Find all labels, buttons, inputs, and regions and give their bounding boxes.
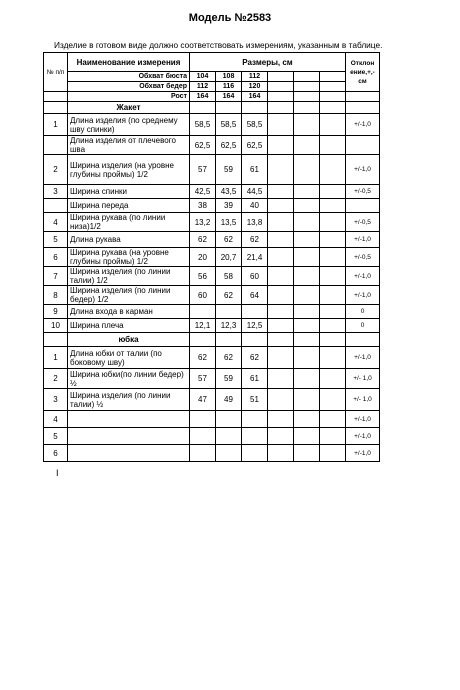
jacket-row-size-2 [216, 305, 242, 319]
empty-cell [268, 155, 294, 185]
skirt-row-size-3 [242, 445, 268, 462]
empty-cell [268, 319, 294, 333]
jacket-row-tolerance: 0 [346, 305, 380, 319]
empty-cell [268, 199, 294, 213]
empty-cell [320, 411, 346, 428]
jacket-row-size-1: 57 [190, 155, 216, 185]
skirt-row-number: 4 [44, 411, 68, 428]
empty-cell [294, 347, 320, 369]
jacket-row-name: Ширина переда [68, 199, 190, 213]
skirt-row-tolerance: +/-1,0 [346, 347, 380, 369]
jacket-row-size-3: 21,4 [242, 248, 268, 267]
empty-cell [294, 267, 320, 286]
jacket-row-size-3: 13,8 [242, 213, 268, 232]
empty-cell [320, 347, 346, 369]
empty-cell [294, 213, 320, 232]
table-row [44, 232, 380, 248]
table-row [44, 136, 380, 155]
empty-cell [294, 248, 320, 267]
skirt-row-size-1 [190, 428, 216, 445]
table-row [44, 347, 380, 369]
empty-cell [320, 185, 346, 199]
jacket-row-tolerance: +/-0,5 [346, 185, 380, 199]
bust-size-1: 104 [190, 72, 216, 82]
skirt-row-name [68, 445, 190, 462]
skirt-row-size-3: 51 [242, 389, 268, 411]
height-size-2: 164 [216, 92, 242, 102]
skirt-row-size-3: 62 [242, 347, 268, 369]
empty-cell [268, 185, 294, 199]
table-row [44, 267, 380, 286]
empty-cell [268, 136, 294, 155]
hip-size-3: 120 [242, 82, 268, 92]
jacket-row-tolerance: +/-1,0 [346, 114, 380, 136]
empty-cell [294, 185, 320, 199]
jacket-row-name: Ширина плеча [68, 319, 190, 333]
empty-cell [268, 428, 294, 445]
jacket-row-name: Длина изделия (по среднему шву спинки) [68, 114, 190, 136]
jacket-row-tolerance [346, 199, 380, 213]
skirt-row-number: 3 [44, 389, 68, 411]
skirt-row-tolerance: +/-1,0 [346, 445, 380, 462]
empty-cell [294, 411, 320, 428]
header-tolerance: Отклон ение,+,- см [346, 53, 380, 92]
jacket-row-number [44, 136, 68, 155]
jacket-row-size-3: 62,5 [242, 136, 268, 155]
intro-note: Изделие в готовом виде должно соответствовать измерениям, указанным в таблице. [54, 40, 383, 50]
table-row [44, 155, 380, 185]
empty-cell [268, 267, 294, 286]
jacket-row-size-1 [190, 305, 216, 319]
jacket-row-tolerance: +/-0,5 [346, 248, 380, 267]
empty-cell [268, 114, 294, 136]
table-row [44, 369, 380, 389]
jacket-row-name: Длина входа в карман [68, 305, 190, 319]
empty-cell [320, 445, 346, 462]
empty-cell [268, 411, 294, 428]
jacket-row-size-2: 12,3 [216, 319, 242, 333]
jacket-row-name: Ширина изделия (по линии бедер) 1/2 [68, 286, 190, 305]
table-row [44, 445, 380, 462]
jacket-row-size-3: 12,5 [242, 319, 268, 333]
bust-size-3: 112 [242, 72, 268, 82]
skirt-row-size-2: 49 [216, 389, 242, 411]
jacket-row-size-1: 12,1 [190, 319, 216, 333]
jacket-row-size-2: 13,5 [216, 213, 242, 232]
empty-cell [320, 114, 346, 136]
skirt-row-tolerance: +/- 1,0 [346, 369, 380, 389]
skirt-row-size-2 [216, 428, 242, 445]
measurements-table [43, 52, 380, 462]
empty-cell [268, 369, 294, 389]
skirt-row-size-2: 59 [216, 369, 242, 389]
jacket-row-name: Ширина изделия (по линии талии) 1/2 [68, 267, 190, 286]
table-row [44, 411, 380, 428]
footer-mark: I [56, 468, 59, 478]
table-row [44, 428, 380, 445]
empty-cell [294, 445, 320, 462]
skirt-row-size-3 [242, 411, 268, 428]
height-label: Рост [68, 92, 190, 102]
skirt-row-size-2 [216, 411, 242, 428]
table-row [44, 248, 380, 267]
empty-cell [294, 319, 320, 333]
empty-cell [320, 305, 346, 319]
height-size-1: 164 [190, 92, 216, 102]
jacket-row-size-2: 39 [216, 199, 242, 213]
jacket-row-size-1: 60 [190, 286, 216, 305]
jacket-row-size-3: 60 [242, 267, 268, 286]
empty-cell [294, 369, 320, 389]
jacket-row-number: 9 [44, 305, 68, 319]
jacket-row-name: Ширина изделия (на уровне глубины проймы) 1/2 [68, 155, 190, 185]
empty-cell [294, 114, 320, 136]
jacket-row-size-3 [242, 305, 268, 319]
empty-cell [268, 248, 294, 267]
skirt-row-tolerance: +/- 1,0 [346, 389, 380, 411]
page-title: Модель №2583 [188, 12, 272, 24]
jacket-row-size-2: 20,7 [216, 248, 242, 267]
empty-cell [268, 305, 294, 319]
jacket-row-size-1: 56 [190, 267, 216, 286]
skirt-row-tolerance: +/-1,0 [346, 411, 380, 428]
jacket-row-size-2: 59 [216, 155, 242, 185]
header-name: Наименование измерения [68, 53, 190, 72]
jacket-row-tolerance [346, 136, 380, 155]
jacket-row-size-2: 58,5 [216, 114, 242, 136]
table-row [44, 319, 380, 333]
empty-cell [294, 136, 320, 155]
empty-cell [320, 232, 346, 248]
empty-cell [268, 389, 294, 411]
skirt-row-number: 2 [44, 369, 68, 389]
skirt-row-number: 6 [44, 445, 68, 462]
jacket-row-size-2: 62,5 [216, 136, 242, 155]
hip-size-1: 112 [190, 82, 216, 92]
jacket-row-size-1: 62 [190, 232, 216, 248]
empty-cell [320, 319, 346, 333]
skirt-row-name [68, 411, 190, 428]
skirt-row-name: Ширина юбки(по линии бедер) ½ [68, 369, 190, 389]
table-row [44, 305, 380, 319]
table-row [44, 185, 380, 199]
jacket-row-tolerance: +/-1,0 [346, 286, 380, 305]
table-row [44, 389, 380, 411]
skirt-row-number: 5 [44, 428, 68, 445]
jacket-row-tolerance: +/-0,5 [346, 213, 380, 232]
height-size-3: 164 [242, 92, 268, 102]
jacket-row-size-1: 62,5 [190, 136, 216, 155]
jacket-row-number: 2 [44, 155, 68, 185]
skirt-row-size-3 [242, 428, 268, 445]
hip-size-2: 116 [216, 82, 242, 92]
jacket-row-size-3: 40 [242, 199, 268, 213]
jacket-row-name: Ширина рукава (на уровне глубины проймы) 1/2 [68, 248, 190, 267]
skirt-row-size-1: 47 [190, 389, 216, 411]
jacket-row-number: 4 [44, 213, 68, 232]
jacket-row-tolerance: 0 [346, 319, 380, 333]
table-row [44, 286, 380, 305]
empty-cell [320, 286, 346, 305]
header-sizes: Размеры, см [190, 53, 346, 72]
jacket-row-size-3: 64 [242, 286, 268, 305]
table-row [44, 114, 380, 136]
jacket-row-tolerance: +/-1,0 [346, 155, 380, 185]
jacket-row-number: 7 [44, 267, 68, 286]
jacket-row-size-2: 43,5 [216, 185, 242, 199]
empty-cell [268, 445, 294, 462]
jacket-section-row [44, 102, 380, 114]
empty-cell [320, 199, 346, 213]
jacket-row-number: 6 [44, 248, 68, 267]
jacket-row-size-1: 13,2 [190, 213, 216, 232]
skirt-row-size-1 [190, 411, 216, 428]
empty-cell [294, 305, 320, 319]
jacket-row-size-1: 42,5 [190, 185, 216, 199]
jacket-row-name: Длина рукава [68, 232, 190, 248]
empty-cell [294, 232, 320, 248]
jacket-row-tolerance: +/-1,0 [346, 232, 380, 248]
jacket-row-number: 8 [44, 286, 68, 305]
empty-cell [320, 155, 346, 185]
table-row [44, 213, 380, 232]
empty-cell [268, 213, 294, 232]
jacket-row-name: Ширина спинки [68, 185, 190, 199]
hip-label: Обхват бедер [68, 82, 190, 92]
jacket-section-title: Жакет [68, 102, 190, 114]
jacket-row-size-3: 58,5 [242, 114, 268, 136]
skirt-row-tolerance: +/-1,0 [346, 428, 380, 445]
jacket-row-size-2: 58 [216, 267, 242, 286]
jacket-row-size-1: 20 [190, 248, 216, 267]
jacket-row-size-1: 38 [190, 199, 216, 213]
jacket-row-size-3: 44,5 [242, 185, 268, 199]
bust-size-2: 108 [216, 72, 242, 82]
jacket-row-size-2: 62 [216, 232, 242, 248]
skirt-row-size-2 [216, 445, 242, 462]
skirt-row-size-3: 61 [242, 369, 268, 389]
empty-cell [294, 286, 320, 305]
empty-cell [294, 428, 320, 445]
header-num: № п/п [44, 53, 68, 92]
empty-cell [294, 155, 320, 185]
skirt-row-size-2: 62 [216, 347, 242, 369]
jacket-row-number: 3 [44, 185, 68, 199]
jacket-row-number: 10 [44, 319, 68, 333]
jacket-row-size-1: 58,5 [190, 114, 216, 136]
empty-cell [268, 347, 294, 369]
jacket-row-name: Ширина рукава (по линии низа)1/2 [68, 213, 190, 232]
skirt-section-row [44, 333, 380, 347]
empty-cell [320, 267, 346, 286]
empty-cell [268, 286, 294, 305]
bust-label: Обхват бюста [68, 72, 190, 82]
jacket-row-size-3: 62 [242, 232, 268, 248]
jacket-row-size-3: 61 [242, 155, 268, 185]
skirt-row-name: Ширина изделия (по линии талии) ½ [68, 389, 190, 411]
jacket-row-number: 1 [44, 114, 68, 136]
empty-cell [320, 389, 346, 411]
empty-cell [320, 213, 346, 232]
jacket-row-number [44, 199, 68, 213]
table-row [44, 199, 380, 213]
skirt-row-size-1 [190, 445, 216, 462]
jacket-row-size-2: 62 [216, 286, 242, 305]
empty-cell [294, 389, 320, 411]
empty-cell [320, 428, 346, 445]
jacket-row-tolerance: +/-1,0 [346, 267, 380, 286]
skirt-row-size-1: 62 [190, 347, 216, 369]
skirt-row-size-1: 57 [190, 369, 216, 389]
skirt-row-number: 1 [44, 347, 68, 369]
empty-cell [294, 199, 320, 213]
empty-cell [320, 248, 346, 267]
empty-cell [268, 232, 294, 248]
jacket-row-number: 5 [44, 232, 68, 248]
jacket-row-name: Длина изделия от плечевого шва [68, 136, 190, 155]
empty-cell [320, 369, 346, 389]
empty-cell [320, 136, 346, 155]
skirt-row-name [68, 428, 190, 445]
skirt-section-title: юбка [68, 333, 190, 347]
skirt-row-name: Длина юбки от талии (по боковому шву) [68, 347, 190, 369]
